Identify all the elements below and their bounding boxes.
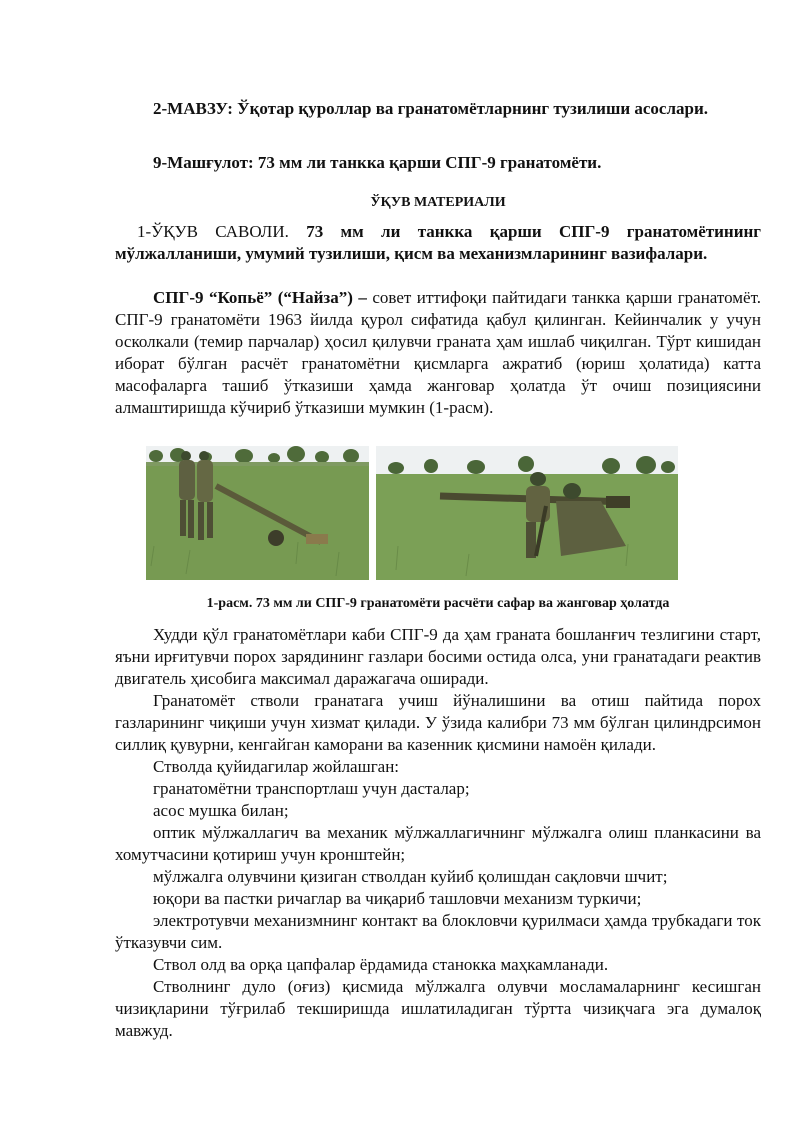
paragraph: Ствол олд ва орқа цапфалар ёрдамида станокка маҳкамланади. bbox=[153, 955, 609, 974]
list-intro: Стволда қуйидагилар жойлашган: bbox=[153, 757, 400, 776]
section-title: ЎҚУВ МАТЕРИАЛИ bbox=[370, 195, 506, 210]
intro-text: совет иттифоқи пайтидаги танкка қарши гранатомёт. СПГ-9 гранатомёти 1963 йилда қурол сифатида қабул қилинган. Кейинчалик у учун осколкали (темир парчалар) ҳосил қилувчи граната ҳам ишлаб чиқилган. Тўрт кишидан иборат бўлган расчёт гранатомётни қисмларга ажратиб (юриш ҳолатида) катта масофаларга ташиб ўтказиши ҳамда жанговар ҳолатда ўт очиш позициясини алмаштиришда кўчириб ўтказиши мумкин (1-расм). bbox=[115, 288, 762, 417]
list-item: мўлжалга олувчини қизиган стволдан куйиб қолишдан сақловчи шчит; bbox=[153, 867, 668, 886]
list-item: оптик мўлжаллагич ва механик мўлжаллагичнинг мўлжалга олиш планкасини ва хомутчасини қотириш учун кронштейн; bbox=[115, 823, 761, 864]
list-item: электротувчи механизмнинг контакт ва блокловчи қурилмаси ҳамда трубкадаги ток ўтказувчи сим. bbox=[115, 911, 761, 952]
paragraph: Худди қўл гранатомётлари каби СПГ-9 да ҳам граната бошланғич тезлигини старт, яъни ирғитувчи порох зарядининг газлари босими остида олса, уни гранатадаги реактив двигатель ҳисобига максимал даражагача оширади. bbox=[115, 625, 761, 688]
intro-paragraph bbox=[115, 287, 761, 419]
topic-heading: 2-МАВЗУ: Ўқотар қуроллар ва гранатомётларнинг тузилиши асослари. bbox=[153, 99, 708, 118]
paragraph: Стволнинг дуло (оғиз) қисмида мўлжалга олувчи мосламаларнинг кесишган чизиқларини тўғрилаб текширишда ишлатиладиган тўртта чизиқчага эга думалоқ мавжуд. bbox=[115, 977, 761, 1040]
figure-caption: 1-расм. 73 мм ли СПГ-9 гранатомёти расчёти сафар ва жанговар ҳолатда bbox=[206, 596, 670, 611]
main-text bbox=[115, 624, 761, 1042]
paragraph: Гранатомёт стволи гранатага учиш йўналишини ва отиш пайтида порох газларининг чиқиши учун хизмат қилади. У ўзида калибри 73 мм бўлган цилиндрсимон силлиқ қувурни, кенгайган каморани ва казенник қисмини намоён қилади. bbox=[115, 691, 761, 754]
intro-term: СПГ-9 “Копьё” (“Найза”) – bbox=[153, 288, 367, 307]
question-prefix: 1-ЎҚУВ САВОЛИ. bbox=[137, 222, 289, 241]
photo-march-position bbox=[146, 446, 369, 580]
list-item: гранатомётни транспортлаш учун дасталар; bbox=[153, 779, 470, 798]
question-text: 73 мм ли танкка қарши СПГ-9 гранатомётининг мўлжалланиши, умумий тузилиши, қисм ва механизмларининг вазифалари. bbox=[115, 222, 761, 263]
list-item: юқори ва пастки ричаглар ва чиқариб ташловчи механизм туркичи; bbox=[153, 889, 642, 908]
figure-photos bbox=[146, 446, 678, 580]
question-block bbox=[115, 221, 761, 265]
photo-combat-position bbox=[376, 446, 678, 580]
list-item: асос мушка билан; bbox=[153, 801, 289, 820]
lesson-heading: 9-Машғулот: 73 мм ли танкка қарши СПГ-9 гранатомёти. bbox=[153, 153, 602, 172]
